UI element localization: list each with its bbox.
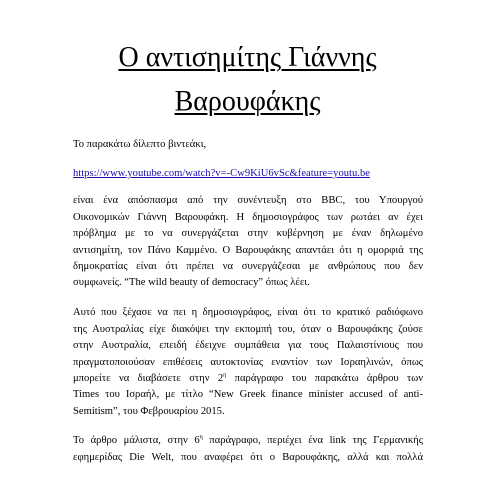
paragraph-1-line: συμφωνείς. “The wild beauty of democracy” όπως λέει.	[73, 277, 310, 288]
youtube-link-text[interactable]: https://www.youtube.com/watch?v=-Cw9KiU6vSc&feature=youtu.be	[73, 168, 370, 179]
paragraph-1-line: πρόβλημα με το να συνεργάζεται στην κυβέρνηση με έναν δηλωμένο	[73, 228, 423, 239]
paragraph-2-line: στην Αυστραλία, επειδή έδειχνε συμπάθεια για τους Παλαιστίνιους που	[73, 340, 423, 351]
paragraph-2-text: μπορείτε να διαβάσετε στην 2	[73, 373, 224, 384]
youtube-link[interactable]	[73, 167, 423, 180]
paragraph-1-line: αντισημίτη, τον Πάνο Καμμένο. Ο Βαρουφάκης απαντάει ότι η ομορφιά της	[73, 245, 423, 256]
paragraph-2-text: παράγραφο του παρακάτω άρθρου των	[226, 373, 423, 384]
intro-text: Το παρακάτω δίλεπτο βιντεάκι,	[73, 139, 207, 150]
paragraph-3-text: παράγραφο, περιέχει ένα link της Γερμανικής	[202, 435, 423, 446]
document-title-line-1: Ο αντισημίτης Γιάννης	[118, 42, 377, 73]
superscript: η	[223, 372, 227, 379]
document-title-line-2: Βαρουφάκης	[174, 86, 321, 117]
superscript: η	[199, 434, 203, 441]
paragraph-2-line: Αυτό που ξέχασε να πει η δημοσιογράφος, είναι ότι το κρατικό ραδιόφωνο	[73, 307, 423, 318]
paragraph-2-line: Semitism”, του Φεβρουαρίου 2015.	[73, 406, 225, 417]
paragraph-1-line: δημοκρατίας είναι ότι πρέπει να συνεργάζεσαι με ανθρώπους που δεν	[73, 261, 423, 272]
paragraph-3-line: εφημερίδας Die Welt, που αναφέρει ότι ο Βαρουφάκης, αλλά και πολλά	[73, 452, 423, 463]
paragraph-2-line	[73, 372, 423, 385]
paragraph-3-line	[73, 434, 423, 447]
paragraph-3-text: Το άρθρο μάλιστα, στην 6	[73, 435, 200, 446]
paragraph-2-line: της Αυστραλίας είχε διακόψει την εκπομπή του, όταν ο Βαρουφάκης ζούσε	[73, 324, 423, 335]
paragraph-1-line: Οικονομικών Γιάννη Βαρουφάκη. Η δημοσιογράφος των ρωτάει αν έχει	[73, 212, 423, 223]
paragraph-1-line: είναι ένα απόσπασμα από την συνέντευξη στο BBC, του Υπουργού	[73, 195, 423, 206]
paragraph-2-line: Times του Ισραήλ, με τίτλο “New Greek finance minister accused of anti-	[73, 389, 423, 400]
paragraph-2-line: πραγματοποιούσαν επιθέσεις αυτοκτονίας εναντίον των Ισραηλινών, όπως	[73, 357, 423, 368]
